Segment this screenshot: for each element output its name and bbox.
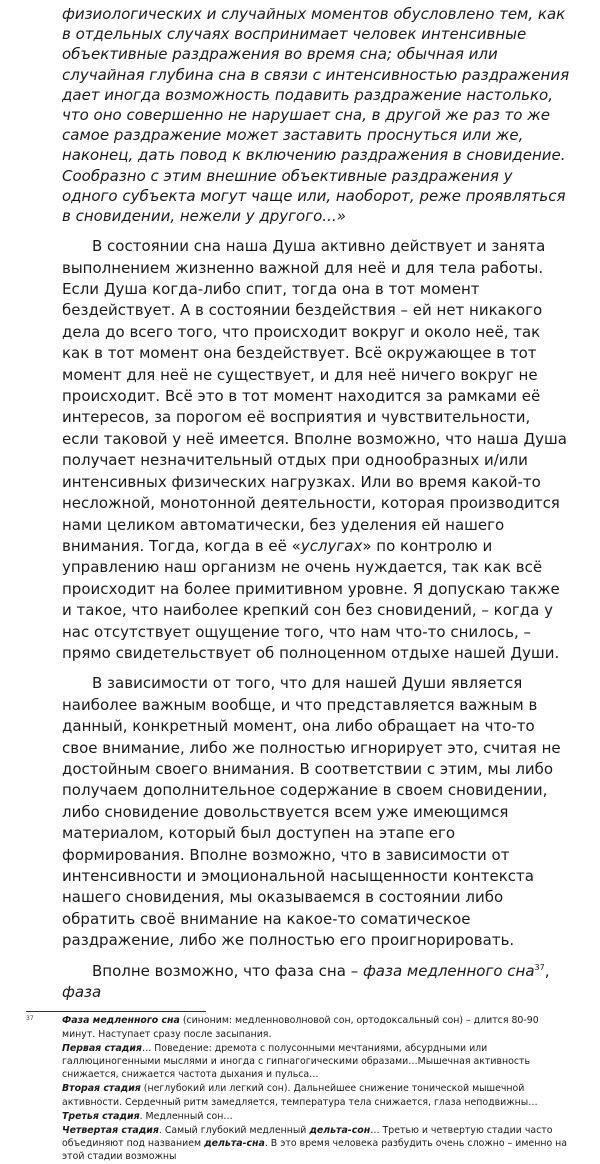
paragraph-attention: В зависимости от того, что для нашей Души является наиболее важным вообще, и что представляется важным в данный, конкретный момент, она либо обращает на что-то свое внимание, либо же полностью игнорирует это, считая не достойным своего внимания. В соответствии с этим, мы либо получаем дополнительное содержание в своем сновидении, либо сновидение довольствуется всем уже имеющимся материалом, который был доступен на этапе его формирования. Вполне возможно, что в зависимости от интенсивности и эмоциональной насыщенности контекста нашего сновидения, мы оказываемся в состоянии либо обратить своё внимание на какое-то соматическое раздражение, либо же полностью его проигнорировать.: [62, 674, 561, 950]
footnote-stage-4: Четвертая стадия. Самый глубокий медленный дельта-сон… Третью и четвертую стадии часто объединяют под названием дельта-сна. В это время человека разбудить очень сложно – именно на этой стадии возможны: [62, 1125, 568, 1163]
paragraph-soul-activity: В состоянии сна наша Душа активно действует и занята выполнением жизненно важной для неё и для тела работы. Если Душа когда-либо спит, тогда она в тот момент бездействует. А в состоянии бездействия – ей нет никакого дела до всего того, что происходит вокруг и около неё, так как в тот момент она бездействует. Всё окружающее в тот момент для неё не существует, и для неё ничего вокруг не происходит. Всё это в тот момент находится за рамками её интересов, за порогом её восприятия и чувствительности, если таковой у неё имеется. Вполне возможно, что наша Душа получает незначительный отдых при однообразных и/или интенсивных физических нагрузках. Или во время какой-то несложной, монотонной деятельности, которая производится нами целиком автоматически, без уделения ей нашего внимания. Тогда, когда в её «услугах» по контролю и управлению наш организм не очень нуждается, так как всё происходит на более примитивном уровне. Я допускаю также и такое, что наиболее крепкий сон без сновидений, – когда у нас отсутствует ощущение того, что нам что-то снилось, – прямо свидетельствует об полноценном отдыхе нашей Души.: [62, 237, 567, 662]
footnote-separator: [26, 1011, 206, 1012]
footnote-stage-3: Третья стадия. Медленный сон…: [62, 1110, 233, 1122]
emphasis-uslugah: услугах: [300, 536, 363, 555]
paragraph-sleep-phase: Вполне возможно, что фаза сна – фаза медленного сна$^{37}$, фаза: [62, 961, 550, 1002]
footnote-ref-37[interactable]: 37: [534, 962, 545, 972]
footnote-mark: 37: [26, 1015, 34, 1023]
emphasis-slow-sleep: фаза медленного сна: [362, 961, 535, 980]
footnote-stage-2: Вторая стадия (неглубокий или легкий сон). Дальнейшее снижение тонической мышечной активности. Сердечный ритм замедляется, температура тела снижается, глаза неподвижны…: [62, 1083, 538, 1108]
quote-block: физиологических и случайных моментов обусловлено тем, как в отдельных случаях воспринимает человек интенсивные объективные раздражения во время сна; обычная или случайная глубина сна в связи с интенсивностью раздражения дает иногда возможность подавить раздражение настолько, что оно совершенно не нарушает сна, в другой же раз то же самое раздражение может заставить проснуться или же, наконец, дать повод к включению раздражения в сновидение. Сообразно с этим внешние объективные раздражения у одного субъекта могут чаще или, наоборот, реже проявляться в сновидении, нежели у другого...»: [62, 5, 570, 226]
footnote-37: 37 Фаза медленного сна (синоним: медленноволновой сон, ортодоксальный сон) – длится 80-90 минут. Наступает сразу после засыпания.: [62, 1014, 570, 1040]
footnote-stage-1: Первая стадия… Поведение: дремота с полусонными мечтаниями, абсурдными или галлюциногенными мыслями и иногда с гипнагогическими образами…Мышечная активность снижается, снижается частота дыхания и пульса…: [62, 1042, 530, 1081]
